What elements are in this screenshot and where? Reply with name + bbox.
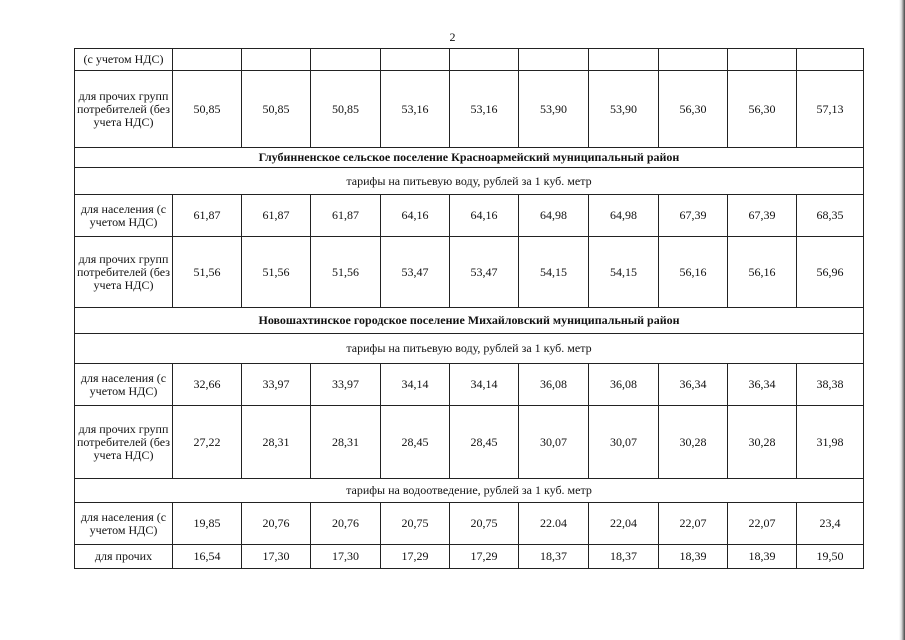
settlement-title: Новошахтинское городское поселение Михайловский муниципальный район xyxy=(75,308,864,334)
tariff-value: 50,85 xyxy=(173,71,242,148)
tariff-value: 56,30 xyxy=(659,71,728,148)
tariff-value: 20,75 xyxy=(450,503,519,545)
tariff-value xyxy=(728,49,797,71)
row-label: для населения (с учетом НДС) xyxy=(75,503,173,545)
tariff-value: 28,45 xyxy=(381,406,450,479)
subheader-row xyxy=(75,168,864,195)
tariff-value xyxy=(659,49,728,71)
tariff-value: 33,97 xyxy=(242,364,311,406)
table-row xyxy=(75,71,864,148)
tariff-subheader: тарифы на водоотведение, рублей за 1 куб. метр xyxy=(75,479,864,503)
row-label: для прочих групп потребителей (без учета НДС) xyxy=(75,237,173,308)
tariff-value: 36,08 xyxy=(519,364,589,406)
subheader-row xyxy=(75,479,864,503)
tariff-value: 30,07 xyxy=(519,406,589,479)
tariff-value: 64,16 xyxy=(381,195,450,237)
tariff-value: 28,45 xyxy=(450,406,519,479)
tariff-value: 22,04 xyxy=(589,503,659,545)
subheader-row xyxy=(75,334,864,364)
tariff-value: 28,31 xyxy=(242,406,311,479)
tariff-value: 20,76 xyxy=(311,503,381,545)
tariff-value: 18,39 xyxy=(659,545,728,569)
tariff-value: 30,28 xyxy=(728,406,797,479)
tariff-value: 51,56 xyxy=(173,237,242,308)
tariff-value: 17,29 xyxy=(450,545,519,569)
tariff-value: 36,34 xyxy=(728,364,797,406)
tariff-value: 17,29 xyxy=(381,545,450,569)
tariff-value: 19,50 xyxy=(797,545,864,569)
page-number: 2 xyxy=(449,30,456,44)
tariff-value: 56,30 xyxy=(728,71,797,148)
table-row xyxy=(75,503,864,545)
tariff-value: 16,54 xyxy=(173,545,242,569)
tariff-value: 22,07 xyxy=(728,503,797,545)
tariff-value: 64,98 xyxy=(589,195,659,237)
section-header-row xyxy=(75,148,864,168)
settlement-title: Глубинненское сельское поселение Красноармейский муниципальный район xyxy=(75,148,864,168)
tariff-value xyxy=(381,49,450,71)
tariff-value: 53,16 xyxy=(450,71,519,148)
tariff-value: 61,87 xyxy=(242,195,311,237)
row-label: для прочих групп потребителей (без учета НДС) xyxy=(75,406,173,479)
table-row xyxy=(75,49,864,71)
table-row xyxy=(75,195,864,237)
tariff-value: 19,85 xyxy=(173,503,242,545)
tariff-value: 56,16 xyxy=(728,237,797,308)
table-row xyxy=(75,237,864,308)
tariff-value: 68,35 xyxy=(797,195,864,237)
row-label: для прочих групп потребителей (без учета НДС) xyxy=(75,71,173,148)
tariff-value: 64,16 xyxy=(450,195,519,237)
tariff-value xyxy=(797,49,864,71)
tariff-value: 20,75 xyxy=(381,503,450,545)
tariff-value: 34,14 xyxy=(381,364,450,406)
tariff-value xyxy=(242,49,311,71)
tariff-value: 28,31 xyxy=(311,406,381,479)
tariff-value xyxy=(589,49,659,71)
tariff-value: 30,07 xyxy=(589,406,659,479)
tariff-value: 51,56 xyxy=(242,237,311,308)
tariff-value xyxy=(311,49,381,71)
tariff-value: 36,08 xyxy=(589,364,659,406)
tariff-value: 22.04 xyxy=(519,503,589,545)
tariff-value: 30,28 xyxy=(659,406,728,479)
table-row xyxy=(75,364,864,406)
tariff-value: 64,98 xyxy=(519,195,589,237)
tariff-value: 53,90 xyxy=(589,71,659,148)
tariff-value: 18,37 xyxy=(519,545,589,569)
tariff-value: 38,38 xyxy=(797,364,864,406)
tariff-value: 31,98 xyxy=(797,406,864,479)
tariff-value: 22,07 xyxy=(659,503,728,545)
tariff-value: 67,39 xyxy=(728,195,797,237)
tariff-value: 23,4 xyxy=(797,503,864,545)
tariff-value: 56,96 xyxy=(797,237,864,308)
scan-edge xyxy=(899,0,905,640)
tariff-value: 50,85 xyxy=(311,71,381,148)
row-label: для населения (с учетом НДС) xyxy=(75,364,173,406)
tariff-value: 17,30 xyxy=(242,545,311,569)
tariff-value: 53,90 xyxy=(519,71,589,148)
section-header-row xyxy=(75,308,864,334)
table-row xyxy=(75,545,864,569)
tariff-value: 53,16 xyxy=(381,71,450,148)
tariff-value: 53,47 xyxy=(381,237,450,308)
tariff-value: 34,14 xyxy=(450,364,519,406)
tariff-value: 56,16 xyxy=(659,237,728,308)
tariff-subheader: тарифы на питьевую воду, рублей за 1 куб. метр xyxy=(75,168,864,195)
tariff-value: 33,97 xyxy=(311,364,381,406)
tariff-value: 32,66 xyxy=(173,364,242,406)
tariff-value xyxy=(519,49,589,71)
row-label: для населения (с учетом НДС) xyxy=(75,195,173,237)
tariff-value: 50,85 xyxy=(242,71,311,148)
tariff-value: 36,34 xyxy=(659,364,728,406)
tariff-subheader: тарифы на питьевую воду, рублей за 1 куб. метр xyxy=(75,334,864,364)
tariff-value: 54,15 xyxy=(519,237,589,308)
tariff-value: 17,30 xyxy=(311,545,381,569)
tariff-table xyxy=(74,48,864,569)
tariff-value xyxy=(450,49,519,71)
tariff-value: 61,87 xyxy=(311,195,381,237)
tariff-value: 61,87 xyxy=(173,195,242,237)
tariff-value: 67,39 xyxy=(659,195,728,237)
tariff-value: 53,47 xyxy=(450,237,519,308)
tariff-value: 57,13 xyxy=(797,71,864,148)
table-row xyxy=(75,406,864,479)
tariff-value: 18,37 xyxy=(589,545,659,569)
tariff-value xyxy=(173,49,242,71)
row-label: для прочих xyxy=(75,545,173,569)
tariff-value: 27,22 xyxy=(173,406,242,479)
tariff-value: 20,76 xyxy=(242,503,311,545)
tariff-value: 54,15 xyxy=(589,237,659,308)
row-label: (с учетом НДС) xyxy=(75,49,173,71)
tariff-value: 51,56 xyxy=(311,237,381,308)
tariff-value: 18,39 xyxy=(728,545,797,569)
